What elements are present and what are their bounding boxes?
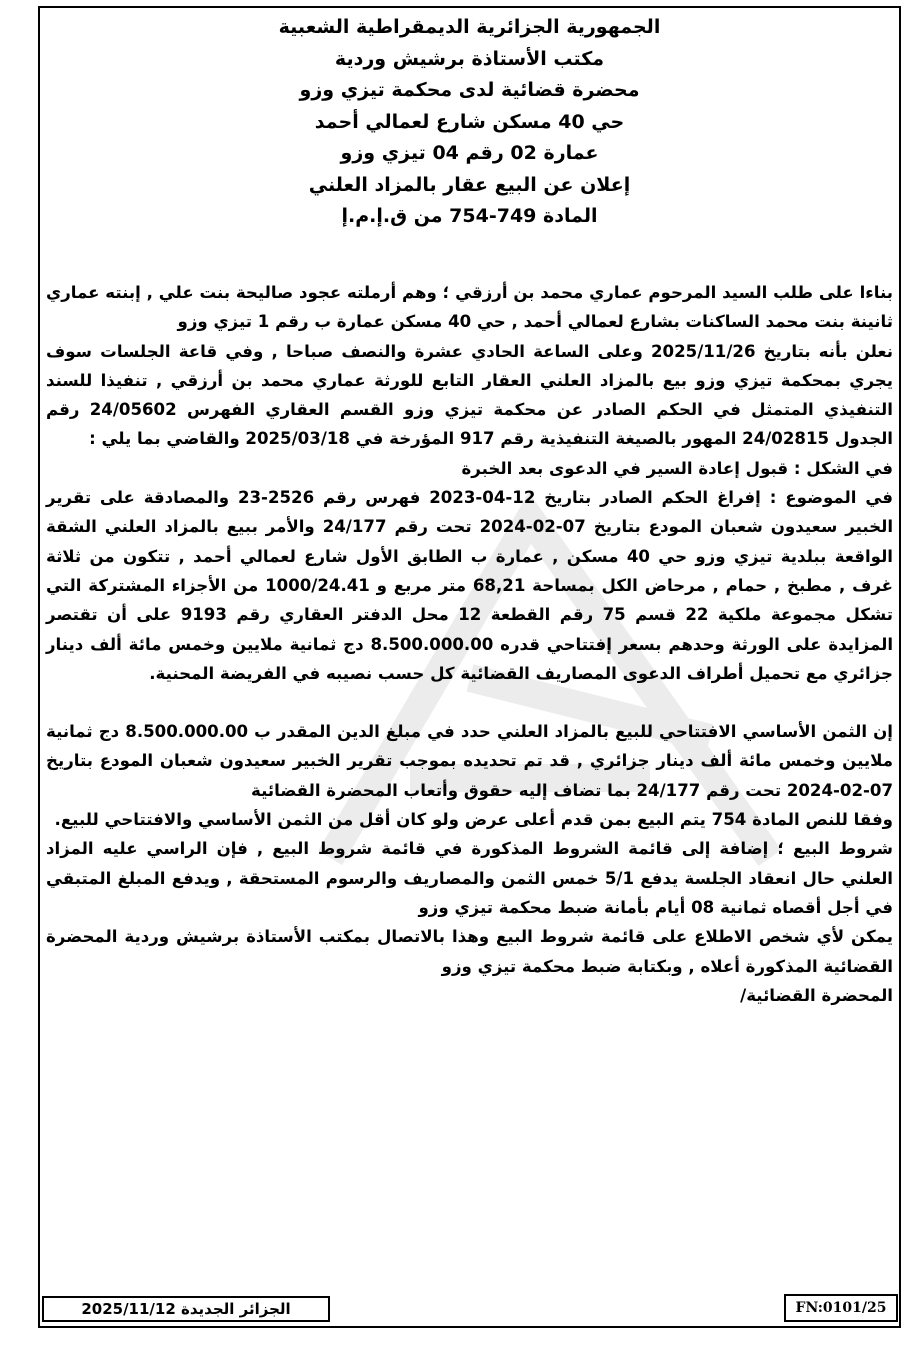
notice-body [46, 278, 893, 1010]
applicant-paragraph: بناءا على طلب السيد المرحوم عماري محمد بن أرزقي ؛ وهم أرملته عجود صاليحة بنت علي , إبنته عماري ثانينة بنت محمد الساكنات بشارع لعمالي أحمد , حي 40 مسكن عمارة ب رقم 1 تيزي وزو [46, 283, 893, 332]
base-price-paragraph: إن الثمن الأساسي الافتتاحي للبيع بالمزاد العلني حدد في مبلغ الدين المقدر ب 8.500.000.00 دج ثمانية ملايين وخمس مائة ألف دينار جزائري , قد تم تحديده بموجب تقرير الخبير سعيدون شعبان المودع بتاريخ 07-02-2024 تحت رقم 24/177 بما تضاف إليه حقوق وأتعاب المحضرة القضائية [46, 722, 893, 800]
bailiff-title: محضرة قضائية لدى محكمة تيزي وزو [299, 79, 640, 101]
notice-header [40, 12, 899, 233]
office-building: عمارة 02 رقم 04 تيزي وزو [340, 142, 599, 164]
form-ruling-paragraph: في الشكل : قبول إعادة السير في الدعوى بعد الخبرة [461, 458, 893, 478]
office-address: حي 40 مسكن شارع لعمالي أحمد [314, 110, 625, 133]
country-title: الجمهورية الجزائرية الديمقراطية الشعبية [278, 16, 661, 38]
reference-number-box: FN:0101/25 [784, 1294, 898, 1322]
office-name: مكتب الأستاذة برشيش وردية [334, 47, 605, 70]
newspaper-date-box: الجزائر الجديدة 2025/11/12 [42, 1296, 330, 1322]
substance-ruling-paragraph: في الموضوع : إفراغ الحكم الصادر بتاريخ 12-04-2023 فهرس رقم 2526-23 والمصادقة على تقرير الخبير سعيدون شعبان المودع بتاريخ 07-02-2024 تحت رقم 24/177 والأمر ببيع بالمزاد العلني الشقة الواقعة ببلدية تيزي وزو حي 40 مسكن , عمارة ب الطابق الأول شارع لعمالي أحمد , تتكون من ثلاثة غرف , مطبخ , حمام , مرحاض الكل بمساحة 68,21 متر مربع و 1000/24.41 من الأجزاء المشتركة التي تشكل مجموعة ملكية 22 قسم 75 رقم القطعة 12 محل الدفتر العقاري رقم 9193 على أن تقتصر المزايدة على الورثة وحدهم بسعر إفتتاحي قدره 8.500.000.00 دج ثمانية ملايين وخمس مائة ألف دينار جزائري مع تحميل أطراف الدعوى المصاريف القضائية كل حسب نصيبه في الفريضة المحنية. [46, 488, 894, 683]
paragraph-gap [46, 688, 893, 717]
article-754-paragraph: وفقا للنص المادة 754 يتم البيع بمن قدم أعلى عرض ولو كان أقل من الثمن الأساسي والافتتاحي للبيع. [54, 810, 893, 830]
notice-frame [38, 6, 901, 1328]
sale-announcement-paragraph: نعلن بأنه بتاريخ 2025/11/26 وعلى الساعة الحادي عشرة والنصف صباحا , وفي قاعة الجلسات سوف يجري بمحكمة تيزي وزو بيع بالمزاد العلني العقار التابع للورثة عماري محمد بن أرزقي , تنفيذا للسند التنفيذي المتمثل في الحكم الصادر عن محكمة تيزي وزو القسم العقاري الفهرس 24/05602 رقم الجدول 24/02815 المهور بالصيغة التنفيذية رقم 917 المؤرخة في 2025/03/18 والقاضي بما يلي : [46, 341, 893, 449]
consultation-paragraph: يمكن لأي شخص الاطلاع على قائمة شروط البيع وهذا بالاتصال بمكتب الأستاذة برشيش وردية المحضرة القضائية المذكورة أعلاه , وبكتابة ضبط محكمة تيزي وزو [46, 927, 893, 976]
signature-line: المحضرة القضائية/ [740, 985, 893, 1005]
notice-subject: إعلان عن البيع عقار بالمزاد العلني [308, 173, 631, 196]
sale-conditions-paragraph: شروط البيع ؛ إضافة إلى قائمة الشروط المذكورة في قائمة شروط البيع , فإن الراسي عليه المزاد العلني حال انعقاد الجلسة يدفع 5/1 خمس الثمن والمصاريف والرسوم المستحقة , ويدفع المبلغ المتبقي في أجل أقصاه ثمانية 08 أيام بأمانة ضبط محكمة تيزي وزو [46, 839, 893, 917]
legal-article: المادة 749-754 من ق.إ.م.إ [341, 205, 598, 227]
